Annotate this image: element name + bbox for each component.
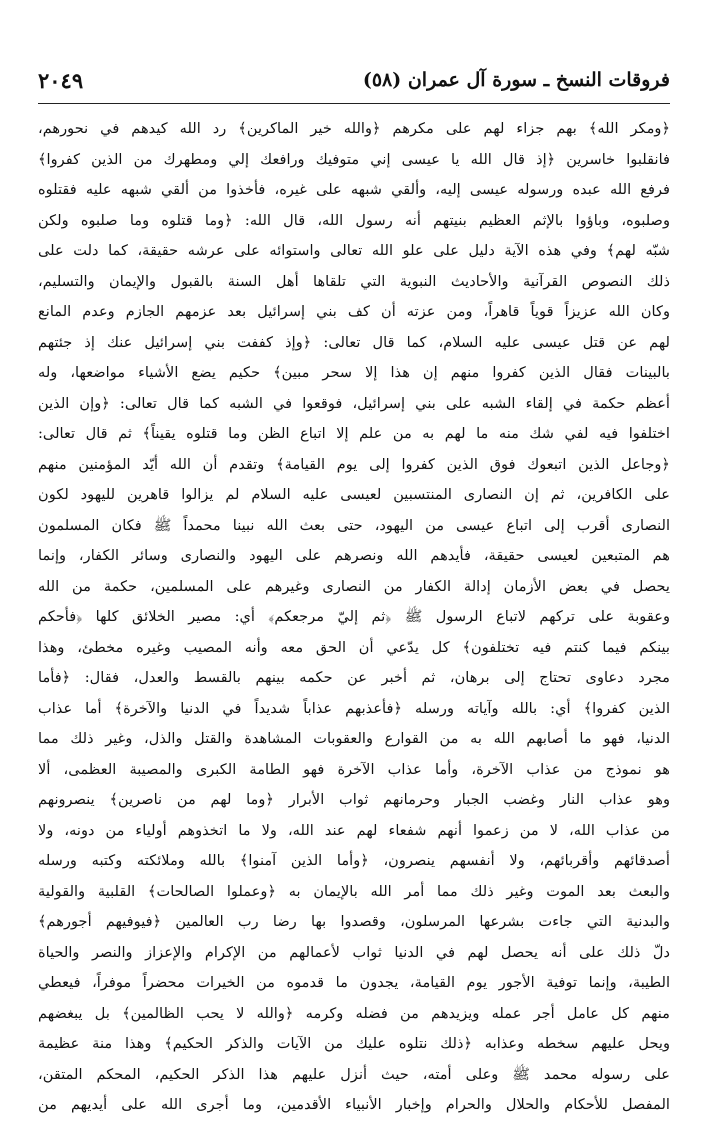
text-line: يحصل في بعض الأزمان إدالة الكفار من النصارى وغيرهم على المسلمين، حكمة من الله (38, 577, 670, 595)
text-line: الطيبة، وإنما توفية الأجور يوم القيامة، يجدون ما قدموه من الخيرات محضراً موفراً، فيعطي (38, 974, 670, 991)
text-line: بالبينات فقال الذين كفروا منهم إن هذا إلا سحر مبين﴾ حكيم يضع الأشياء مواضعها، وله (38, 364, 670, 381)
text-line: أعظم حكمة في إلقاء الشبه على بني إسرائيل، فوقعوا في الشبه كما قال تعالى: ﴿وإن الذين (38, 394, 670, 412)
text-line: لهم عن قتل عيسى عليه السلام، كما قال تعالى: ﴿وإذ كففت بني إسرائيل عنك إذ جئتهم (38, 333, 670, 351)
text-line: وعقوبة على تركهم لاتباع الرسول ﷺ ﴿ثم إليّ مرجعكم﴾ أي: مصير الخلائق كلها ﴿فأحكم (38, 608, 670, 625)
text-line: ويحل عليهم سخطه وعذابه ﴿ذلك نتلوه عليك من الآيات والذكر الحكيم﴾ وهذا منة عظيمة (38, 1035, 670, 1052)
text-line: فرفع الله عبده ورسوله عيسى إليه، وألقي شبهه على غيره، فأخذوا من ألقي شبهه عليه فقتلوه (38, 181, 670, 198)
text-line: والبدنية التي جاءت بشرعها المرسلون، وقصدوا بها رضا رب العالمين ﴿فيوفيهم أجورهم﴾ (38, 913, 670, 930)
text-line: وهو عذاب النار وغضب الجبار وحرمانهم ثواب الأبرار ﴿وما لهم من ناصرين﴾ ينصرونهم (38, 791, 670, 808)
text-line: والبعث بعد الموت وغير ذلك مما أمر الله بالإيمان به ﴿وعملوا الصالحات﴾ القلبية والقولية (38, 882, 670, 900)
text-line: اختلفوا فيه لفي شك منه ما لهم به من علم إلا اتباع الظن وما قتلوه يقيناً﴾ ثم قال تعالى: (38, 425, 670, 442)
text-line: شبّه لهم﴾ وفي هذه الآية دليل على علو الله تعالى واستوائه على عرشه حقيقة، كما دلت على (38, 242, 670, 259)
text-line: ذلك النصوص القرآنية والأحاديث النبوية التي تلقاها أهل السنة بالقبول والإيمان والتسليم، (38, 272, 670, 290)
text-line: الذين كفروا﴾ أي: بالله وآياته ورسله ﴿فأعذبهم عذاباً شديداً في الدنيا والآخرة﴾ أما عذاب (38, 699, 670, 717)
header-divider (38, 103, 670, 104)
text-line: منهم كل عامل أجر عمله ويزيدهم من فضله وكرمه ﴿والله لا يحب الظالمين﴾ بل يبغضهم (38, 1004, 670, 1022)
text-line: ﴿وجاعل الذين اتبعوك فوق الذين كفروا إلى يوم القيامة﴾ وتقدم أن الله أيّد المؤمنين منهم (38, 455, 670, 473)
text-line: على رسوله محمد ﷺ وعلى أمته، حيث أنزل عليهم هذا الذكر الحكيم، المحكم المتقن، (38, 1065, 670, 1083)
text-line: أصدقائهم وأقربائهم، ولا أنفسهم ينصرون، ﴿وأما الذين آمنوا﴾ بالله وملائكته وكتبه ورسله (38, 852, 670, 869)
running-title: فروقات النسخ ـ سورة آل عمران (٥٨) (362, 69, 670, 91)
text-line: من عذاب الله، لا من زعموا أنهم شفعاء لهم عند الله، ولا ما اتخذوهم أولياء من دونه، ولا (38, 821, 670, 839)
page-number: ٢٠٤٩ (38, 67, 84, 93)
text-line: على الكافرين، ثم إن النصارى المنتسبين لعيسى عليه السلام لم يزالوا قاهرين لليهود لكون (38, 486, 670, 503)
text-line: دلّ ذلك على أنه يحصل لهم في الدنيا ثواب لأعمالهم من الإكرام والإعزاز والنصر والحياة (38, 943, 670, 961)
text-line: بينكم فيما كنتم فيه تختلفون﴾ كل يدّعي أن الحق معه وأنه المصيب وغيره مخطئ، وهذا (38, 638, 670, 656)
text-line: مجرد دعاوى تحتاج إلى برهان، ثم أخبر عن حكمه بينهم بالقسط والعدل، فقال: ﴿فأما (38, 669, 670, 686)
text-line: فانقلبوا خاسرين ﴿إذ قال الله يا عيسى إني متوفيك ورافعك إلي ومطهرك من الذين كفروا﴾ (38, 150, 670, 168)
page-header (38, 60, 670, 100)
body-text (38, 114, 670, 1121)
text-line: هم المتبعين لعيسى حقيقة، فأيدهم الله ونصرهم على اليهود والنصارى وسائر الكفار، وإنما (38, 547, 670, 564)
text-line: النصارى أقرب إلى اتباع عيسى من اليهود، حتى بعث الله نبينا محمداً ﷺ فكان المسلمون (38, 516, 670, 534)
text-line: ﴿ومكر الله﴾ بهم جزاء لهم على مكرهم ﴿والله خير الماكرين﴾ رد الله كيدهم في نحورهم، (38, 120, 670, 137)
text-line: وصلبوه، وباؤوا بالإثم العظيم بنيتهم أنه رسول الله، قال الله: ﴿وما قتلوه وما صلبوه ولكن (38, 211, 670, 229)
text-line: الدنيا، فهو ما أصابهم الله به من القوارع والعقوبات المشاهدة والقتل والذل، وغير ذلك مما (38, 730, 670, 747)
text-line: المفصل للأحكام والحلال والحرام وإخبار الأنبياء الأقدمين، وما أجرى الله على أيديهم من (38, 1096, 670, 1113)
text-line: وكان الله عزيزاً قوياً قاهراً، ومن عزته أن كف بني إسرائيل بعد عزمهم الجازم وعدم المانع (38, 303, 670, 320)
text-line: هو نموذج من عذاب الآخرة، وأما عذاب الآخرة فهو الطامة الكبرى والمصيبة العظمى، ألا (38, 760, 670, 778)
